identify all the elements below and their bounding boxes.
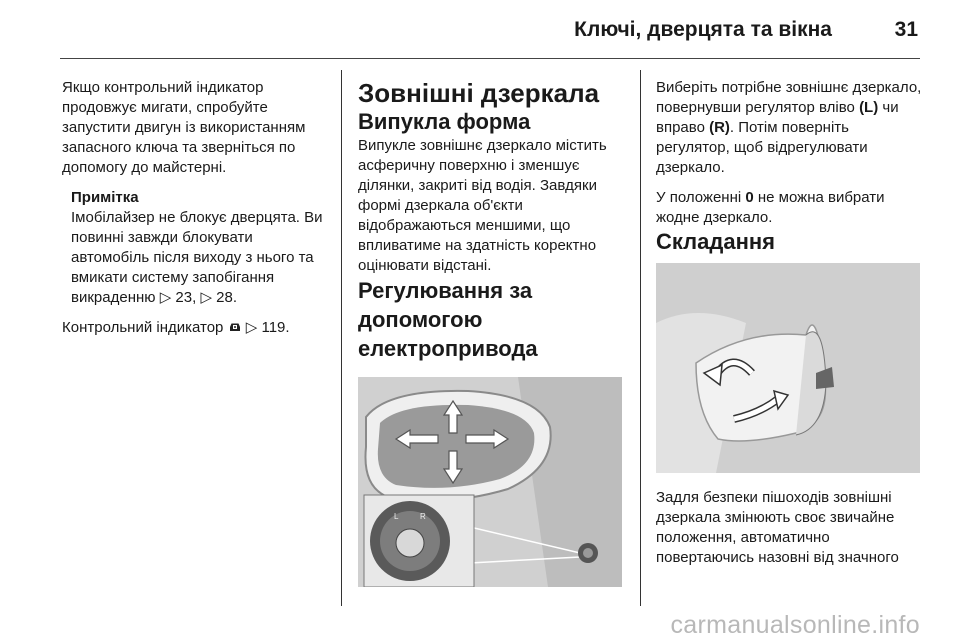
subsection-title-convex: Випукла форма [358, 109, 531, 134]
page-ref-icon: ▷ [200, 289, 212, 306]
select-mirror-paragraph [656, 78, 924, 178]
select-text-b: . Потім поверніть регулятор, щоб відрегулювати дзеркало. [656, 119, 868, 176]
car-key-indicator-icon [228, 321, 242, 333]
note-block [62, 188, 328, 308]
zero-position-label: 0 [745, 189, 754, 206]
column-divider [640, 70, 641, 606]
note-body: Імобілайзер не блокує дверцята. Ви повинні завжди блокувати автомобіль після виходу з нього та вмикати систему запобігання викраденню [71, 209, 323, 306]
mirror-adjustment-illustration [358, 377, 622, 587]
select-text-mid: чи вправо [656, 99, 899, 136]
section-title: Зовнішні дзеркала [358, 78, 600, 108]
zero-text-a: У положенні [656, 189, 742, 206]
note-ref-1[interactable]: 23 [175, 289, 193, 306]
column-divider [341, 70, 342, 606]
svg-text:R: R [420, 512, 426, 521]
svg-text:L: L [394, 512, 399, 521]
header-title: Ключі, дверцята та вікна [574, 18, 832, 41]
page-ref-icon: ▷ [159, 289, 172, 306]
column-3-continued [656, 488, 924, 568]
watermark: carmanualsonline.info [670, 611, 920, 639]
subsection-title-electric: Регулювання за допомогою електропривода [358, 278, 538, 361]
left-position-label: (L) [859, 99, 879, 116]
mirror-adjust-image [358, 377, 622, 587]
indicator-text: Контрольний індикатор [62, 319, 224, 336]
convex-paragraph: Випукле зовнішнє дзеркало містить асферичну поверхню і зменшує ділянки, закриті від водія. Завдяки формі дзеркала об'єкти відображаються меншими, що впливатиме на здатність коректно оцінювати відстані. [358, 137, 607, 274]
header-rule [60, 58, 920, 59]
indicator-paragraph: Контрольний індикатор ▷ 119. [62, 319, 290, 336]
note-title: Примітка [71, 189, 139, 206]
column-1 [62, 78, 328, 338]
zero-position-paragraph [656, 188, 924, 228]
note-ref-2[interactable]: 28 [216, 289, 233, 306]
mirror-fold-image [656, 263, 920, 473]
page-ref-icon: ▷ [245, 319, 258, 336]
right-position-label: (R) [709, 119, 730, 136]
zero-text-b: не можна вибрати жодне дзеркало. [656, 189, 885, 226]
column-3 [656, 78, 924, 256]
warning-paragraph: Якщо контрольний індикатор продовжує мигати, спробуйте запустити двигун із використанням запасного ключа та зверніться по допомогу до майстерні. [62, 79, 306, 176]
subsection-title-folding: Складання [656, 229, 775, 254]
note-text: Імобілайзер не блокує дверцята. Ви повинні завжди блокувати автомобіль після виходу з нього та вмикати систему запобігання викраденню ▷ 23, ▷ 28. [71, 209, 323, 306]
select-text-a: Виберіть потрібне зовнішнє дзеркало, повернувши регулятор вліво [656, 79, 922, 116]
column-2 [358, 78, 624, 363]
indicator-ref[interactable]: 119 [261, 319, 286, 336]
folding-paragraph: Задля безпеки пішоходів зовнішні дзеркала змінюють своє звичайне положення, автоматично повертаючись назовні від значного [656, 489, 899, 566]
page-number: 31 [894, 18, 918, 41]
mirror-folding-illustration [656, 263, 920, 473]
